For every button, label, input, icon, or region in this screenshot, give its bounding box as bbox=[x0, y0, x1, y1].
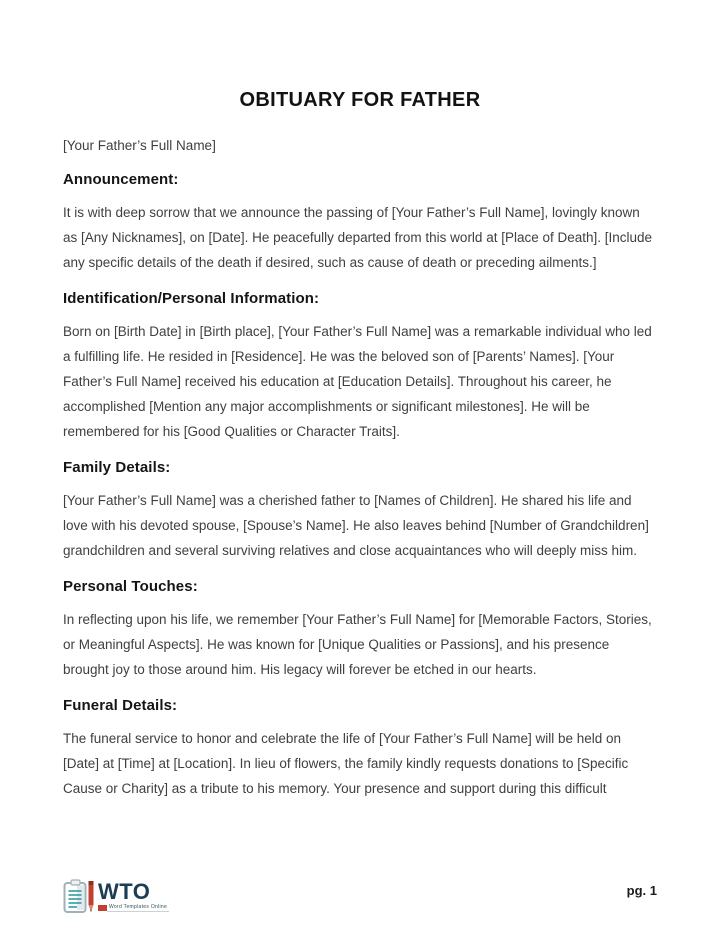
logo-text-block bbox=[98, 879, 169, 912]
father-name-placeholder: [Your Father’s Full Name] bbox=[63, 138, 216, 153]
section-body-announcement: It is with deep sorrow that we announce the passing of [Your Father’s Full Name], lovingly known as [Any Nicknames], on [Date]. He peacefully departed from this world at [Place of Death]. [Include any specific details of the death if desired, such as cause of death or preceding ailments.] bbox=[63, 205, 653, 270]
section-family-details bbox=[63, 458, 657, 563]
logo-ribbon-icon bbox=[98, 905, 107, 911]
section-funeral-details bbox=[63, 696, 657, 801]
section-personal-touches bbox=[63, 577, 657, 682]
section-heading-family-details: Family Details: bbox=[63, 459, 171, 476]
section-identification bbox=[63, 289, 657, 444]
section-body-personal-touches: In reflecting upon his life, we remember [Your Father’s Full Name] for [Memorable Factors, Stories, or Meaningful Aspects]. He was known for [Unique Qualities or Passions], and his presence brought joy to those around him. His legacy will forever be etched in our hearts. bbox=[63, 612, 652, 677]
section-heading-identification: Identification/Personal Information: bbox=[63, 290, 320, 307]
section-announcement bbox=[63, 170, 657, 275]
logo-wordmark: WTO bbox=[98, 879, 151, 904]
section-heading-personal-touches: Personal Touches: bbox=[63, 578, 198, 595]
section-body-funeral-details: The funeral service to honor and celebrate the life of [Your Father’s Full Name] will be held on [Date] at [Time] at [Location]. In lieu of flowers, the family kindly requests donations to [Specific Cause or Charity] as a tribute to his memory. Your presence and support during this difficult bbox=[63, 731, 629, 796]
section-heading-announcement: Announcement: bbox=[63, 171, 179, 188]
page-title: OBITUARY FOR FATHER bbox=[239, 89, 481, 111]
page-number: pg. 1 bbox=[626, 883, 657, 898]
section-heading-funeral-details: Funeral Details: bbox=[63, 697, 178, 714]
page-footer bbox=[63, 879, 657, 915]
pen-icon bbox=[86, 879, 96, 915]
logo-tagline: Word Templates Online bbox=[109, 904, 168, 910]
section-body-identification: Born on [Birth Date] in [Birth place], [Your Father’s Full Name] was a remarkable individual who led a fulfilling life. He resided in [Residence]. He was the beloved son of [Parents’ Names]. [Your Father’s Full Name] received his education at [Education Details]. Throughout his career, he accomplished [Mention any major accomplishments or significant milestones]. He will be remembered for his [Good Qualities or Character Traits]. bbox=[63, 324, 652, 439]
wto-logo bbox=[63, 879, 169, 915]
logo-tagline-row bbox=[98, 904, 169, 912]
section-body-family-details: [Your Father’s Full Name] was a cherished father to [Names of Children]. He shared his life and love with his devoted spouse, [Spouse’s Name]. He also leaves behind [Number of Grandchildren] grandchildren and several surviving relatives and close acquaintances who will deeply miss him. bbox=[63, 493, 649, 558]
